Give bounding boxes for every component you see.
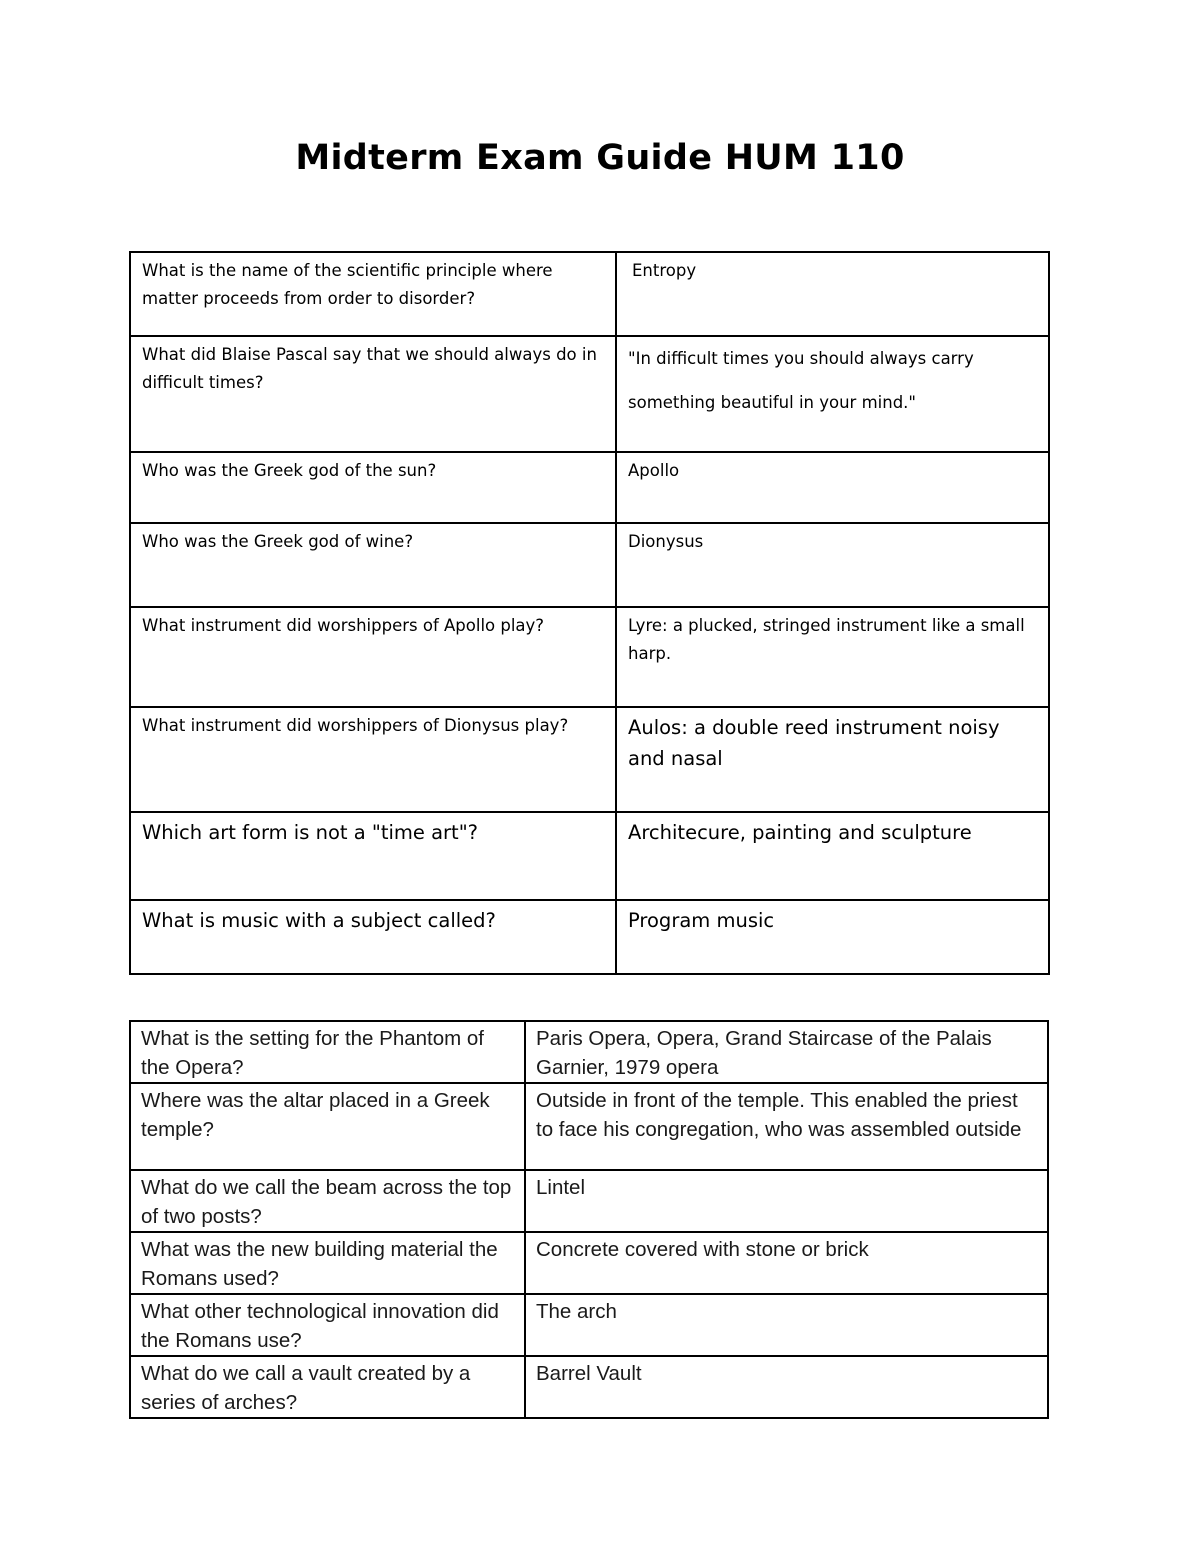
table-row bbox=[130, 452, 1049, 523]
answer-cell: Outside in front of the temple. This enabled the priest to face his congregation, who was assembled outside bbox=[525, 1083, 1048, 1170]
question-cell: What is the setting for the Phantom of the Opera? bbox=[130, 1021, 525, 1083]
answer-cell: Apollo bbox=[616, 452, 1049, 523]
question-cell: What did Blaise Pascal say that we should always do in difficult times? bbox=[130, 336, 616, 452]
table-row bbox=[130, 336, 1049, 452]
answer-cell: Aulos: a double reed instrument noisy and nasal bbox=[616, 707, 1049, 812]
table-row bbox=[130, 1356, 1048, 1418]
answer-cell: Concrete covered with stone or brick bbox=[525, 1232, 1048, 1294]
table-row bbox=[130, 1021, 1048, 1083]
table-row bbox=[130, 900, 1049, 974]
answer-cell: Entropy bbox=[616, 252, 1049, 336]
table-row bbox=[130, 523, 1049, 607]
question-cell: What is music with a subject called? bbox=[130, 900, 616, 974]
table-row bbox=[130, 1083, 1048, 1170]
question-cell: Where was the altar placed in a Greek temple? bbox=[130, 1083, 525, 1170]
answer-cell: Program music bbox=[616, 900, 1049, 974]
question-cell: What do we call a vault created by a series of arches? bbox=[130, 1356, 525, 1418]
table-row bbox=[130, 1294, 1048, 1356]
answer-cell: Barrel Vault bbox=[525, 1356, 1048, 1418]
table-row bbox=[130, 607, 1049, 707]
answer-cell: Architecure, painting and sculpture bbox=[616, 812, 1049, 900]
table-row bbox=[130, 1232, 1048, 1294]
table-row bbox=[130, 1170, 1048, 1232]
question-cell: What instrument did worshippers of Apollo play? bbox=[130, 607, 616, 707]
page-title: Midterm Exam Guide HUM 110 bbox=[295, 138, 905, 178]
qa-table-1 bbox=[129, 251, 1050, 975]
question-cell: What do we call the beam across the top of two posts? bbox=[130, 1170, 525, 1232]
table-row bbox=[130, 252, 1049, 336]
question-cell: Who was the Greek god of the sun? bbox=[130, 452, 616, 523]
answer-cell: Paris Opera, Opera, Grand Staircase of the Palais Garnier, 1979 opera bbox=[525, 1021, 1048, 1083]
question-cell: What other technological innovation did the Romans use? bbox=[130, 1294, 525, 1356]
answer-cell: "In difficult times you should always carry something beautiful in your mind." bbox=[616, 336, 1049, 452]
question-cell: What instrument did worshippers of Dionysus play? bbox=[130, 707, 616, 812]
answer-cell: The arch bbox=[525, 1294, 1048, 1356]
table-row bbox=[130, 812, 1049, 900]
question-cell: What is the name of the scientific principle where matter proceeds from order to disorder? bbox=[130, 252, 616, 336]
answer-cell: Lyre: a plucked, stringed instrument like a small harp. bbox=[616, 607, 1049, 707]
answer-cell: Lintel bbox=[525, 1170, 1048, 1232]
table-row bbox=[130, 707, 1049, 812]
qa-table-2 bbox=[129, 1020, 1049, 1419]
question-cell: What was the new building material the Romans used? bbox=[130, 1232, 525, 1294]
question-cell: Which art form is not a "time art"? bbox=[130, 812, 616, 900]
question-cell: Who was the Greek god of wine? bbox=[130, 523, 616, 607]
answer-cell: Dionysus bbox=[616, 523, 1049, 607]
